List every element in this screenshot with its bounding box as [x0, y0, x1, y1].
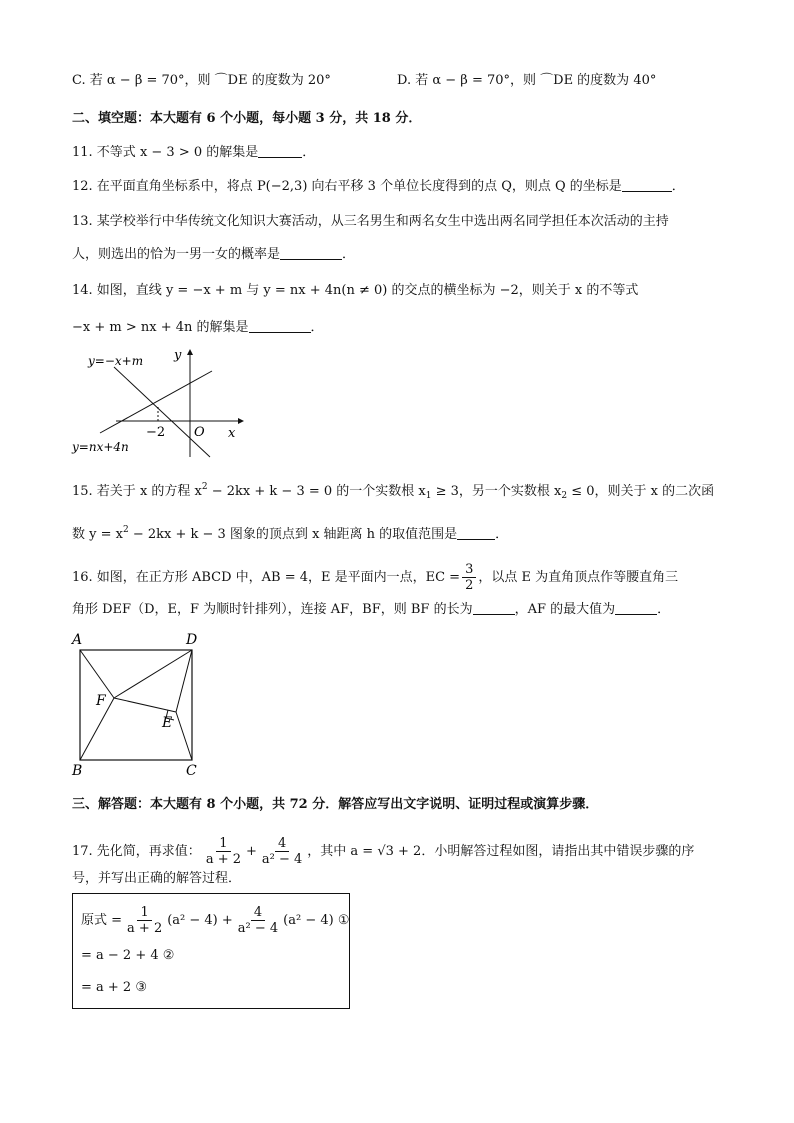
question-14-line2	[72, 318, 324, 337]
q15-sub-2: 2	[561, 491, 568, 501]
label-d: D	[186, 632, 198, 648]
q15-text-c: ≥ 3，另一个实数根 x	[431, 484, 562, 499]
frac-num: 1	[216, 836, 230, 852]
question-14-line1: 14. 如图，直线 y = −x + m 与 y = nx + 4n(n ≠ 0) 的交点的横坐标为 −2，则关于 x 的不等式	[72, 283, 639, 298]
frac-num: 4	[275, 836, 289, 852]
solution-step-1	[81, 902, 350, 940]
frac-den: a + 2	[205, 852, 241, 867]
label-f: F	[96, 693, 106, 709]
label-e: E	[162, 715, 173, 731]
q15-sup-b: 2	[122, 525, 129, 535]
q11-blank	[258, 143, 302, 158]
tick-neg2: −2	[146, 425, 166, 440]
q17-text-b: ，其中 a = √3 + 2．小明解答过程如图，请指出其中错误步骤的序	[307, 844, 695, 859]
q13-text: 人，则选出的恰为一男一女的概率是	[72, 247, 281, 262]
question-15-line1	[72, 478, 714, 505]
q15-period: ．	[495, 527, 509, 542]
q11-text: 11. 不等式 x − 3 > 0 的解集是	[72, 145, 259, 160]
step1-mid: (a² − 4) +	[167, 913, 233, 928]
frac-den: a² − 4	[237, 921, 279, 936]
q15-sup-a: 2	[201, 482, 208, 492]
q16-text-a: 16. 如图，在正方形 ABCD 中，AB = 4，E 是平面内一点，EC =	[72, 570, 461, 585]
q16-text-d: ，AF 的最大值为	[514, 602, 616, 617]
fraction-1-over-a-plus-2	[203, 836, 244, 867]
q14-text: −x + m > nx + 4n 的解集是	[72, 320, 249, 335]
fraction-4-over-a2-minus-4	[259, 836, 305, 867]
question-11	[72, 143, 315, 162]
question-13-line2	[72, 245, 355, 264]
q15-blank	[457, 525, 495, 540]
step1-frac-1	[124, 905, 165, 936]
q14-graph	[70, 345, 250, 465]
question-17-line1	[72, 832, 694, 872]
q12-period: ．	[671, 179, 685, 194]
q16-period: ．	[657, 602, 671, 617]
label-line2: y=nx+4n	[72, 440, 129, 454]
q15-text-d: ≤ 0，则关于 x 的二次函	[567, 484, 715, 499]
step1-prefix: 原式 =	[81, 913, 123, 928]
q16-text-c: 角形 DEF（D，E，F 为顺时针排列），连接 AF，BF，则 BF 的长为	[72, 602, 473, 617]
q14-blank	[249, 318, 311, 333]
q15-text-e: 数 y = x	[72, 527, 123, 542]
question-13-line1: 13. 某学校举行中华传统文化知识大赛活动，从三名男生和两名女生中选出两名同学担任本次活动的主持	[72, 214, 669, 229]
segment-af	[80, 650, 114, 698]
origin-label: O	[194, 425, 205, 440]
q17-text-a: 17. 先化简，再求值：	[72, 844, 201, 859]
q15-sub-1: 1	[425, 491, 432, 501]
q15-text-f: − 2kx + k − 3 图象的顶点到 x 轴距离 h 的取值范围是	[128, 527, 458, 542]
label-a: A	[72, 632, 83, 648]
fraction-3-over-2	[462, 562, 476, 593]
q16-text-b: ，以点 E 为直角顶点作等腰直角三	[478, 570, 679, 585]
step1-suffix: (a² − 4) ①	[283, 913, 350, 928]
question-16-line1	[72, 562, 678, 593]
q14-period: ．	[310, 320, 324, 335]
x-axis-arrow	[238, 418, 244, 424]
option-d: D. 若 α − β = 70°，则 ⌒DE 的度数为 40°	[397, 73, 657, 88]
segment-de	[176, 650, 192, 712]
frac-den: a + 2	[127, 921, 163, 936]
q16-square-figure	[70, 628, 210, 778]
q15-text-a: 15. 若关于 x 的方程 x	[72, 484, 202, 499]
q13-blank	[280, 245, 342, 260]
segment-df	[114, 650, 192, 698]
y-axis-arrow	[187, 349, 193, 355]
line-y-nx-plus-4n	[100, 371, 212, 433]
segment-ec	[176, 712, 192, 760]
section-3-heading: 三、解答题：本大题有 8 个小题，共 72 分．解答应写出文字说明、证明过程或演算步骤．	[72, 797, 599, 812]
solution-step-3: = a + 2 ③	[81, 980, 147, 995]
option-c: C. 若 α − β = 70°，则 ⌒DE 的度数为 20°	[72, 73, 331, 88]
label-c: C	[186, 763, 197, 778]
frac-num: 1	[137, 905, 151, 921]
label-b: B	[72, 763, 83, 778]
solution-box	[72, 893, 350, 1009]
segment-fe	[114, 698, 176, 712]
x-axis-label: x	[228, 426, 236, 441]
q11-period: ．	[302, 145, 316, 160]
frac-num: 4	[251, 905, 265, 921]
frac-den: 2	[465, 578, 474, 593]
question-17-line2: 号，并写出正确的解答过程．	[72, 871, 242, 886]
solution-step-2: = a − 2 + 4 ②	[81, 948, 175, 963]
q16-blank-2	[615, 600, 657, 615]
q12-blank	[622, 177, 672, 192]
section-2-heading: 二、填空题：本大题有 6 个小题，每小题 3 分，共 18 分．	[72, 111, 422, 126]
step1-frac-2	[235, 905, 281, 936]
q17-plus: +	[246, 844, 257, 859]
question-16-line2	[72, 600, 670, 619]
q13-period: ．	[342, 247, 356, 262]
q12-text: 12. 在平面直角坐标系中，将点 P(−2,3) 向右平移 3 个单位长度得到的点 Q，则点 Q 的坐标是	[72, 179, 622, 194]
frac-num: 3	[462, 562, 476, 578]
question-12	[72, 177, 685, 196]
frac-den: a² − 4	[261, 852, 303, 867]
label-line1: y=−x+m	[88, 354, 144, 368]
q16-blank-1	[473, 600, 515, 615]
question-15-line2	[72, 521, 508, 544]
q15-text-b: − 2kx + k − 3 = 0 的一个实数根 x	[207, 484, 426, 499]
y-axis-label: y	[174, 348, 182, 363]
